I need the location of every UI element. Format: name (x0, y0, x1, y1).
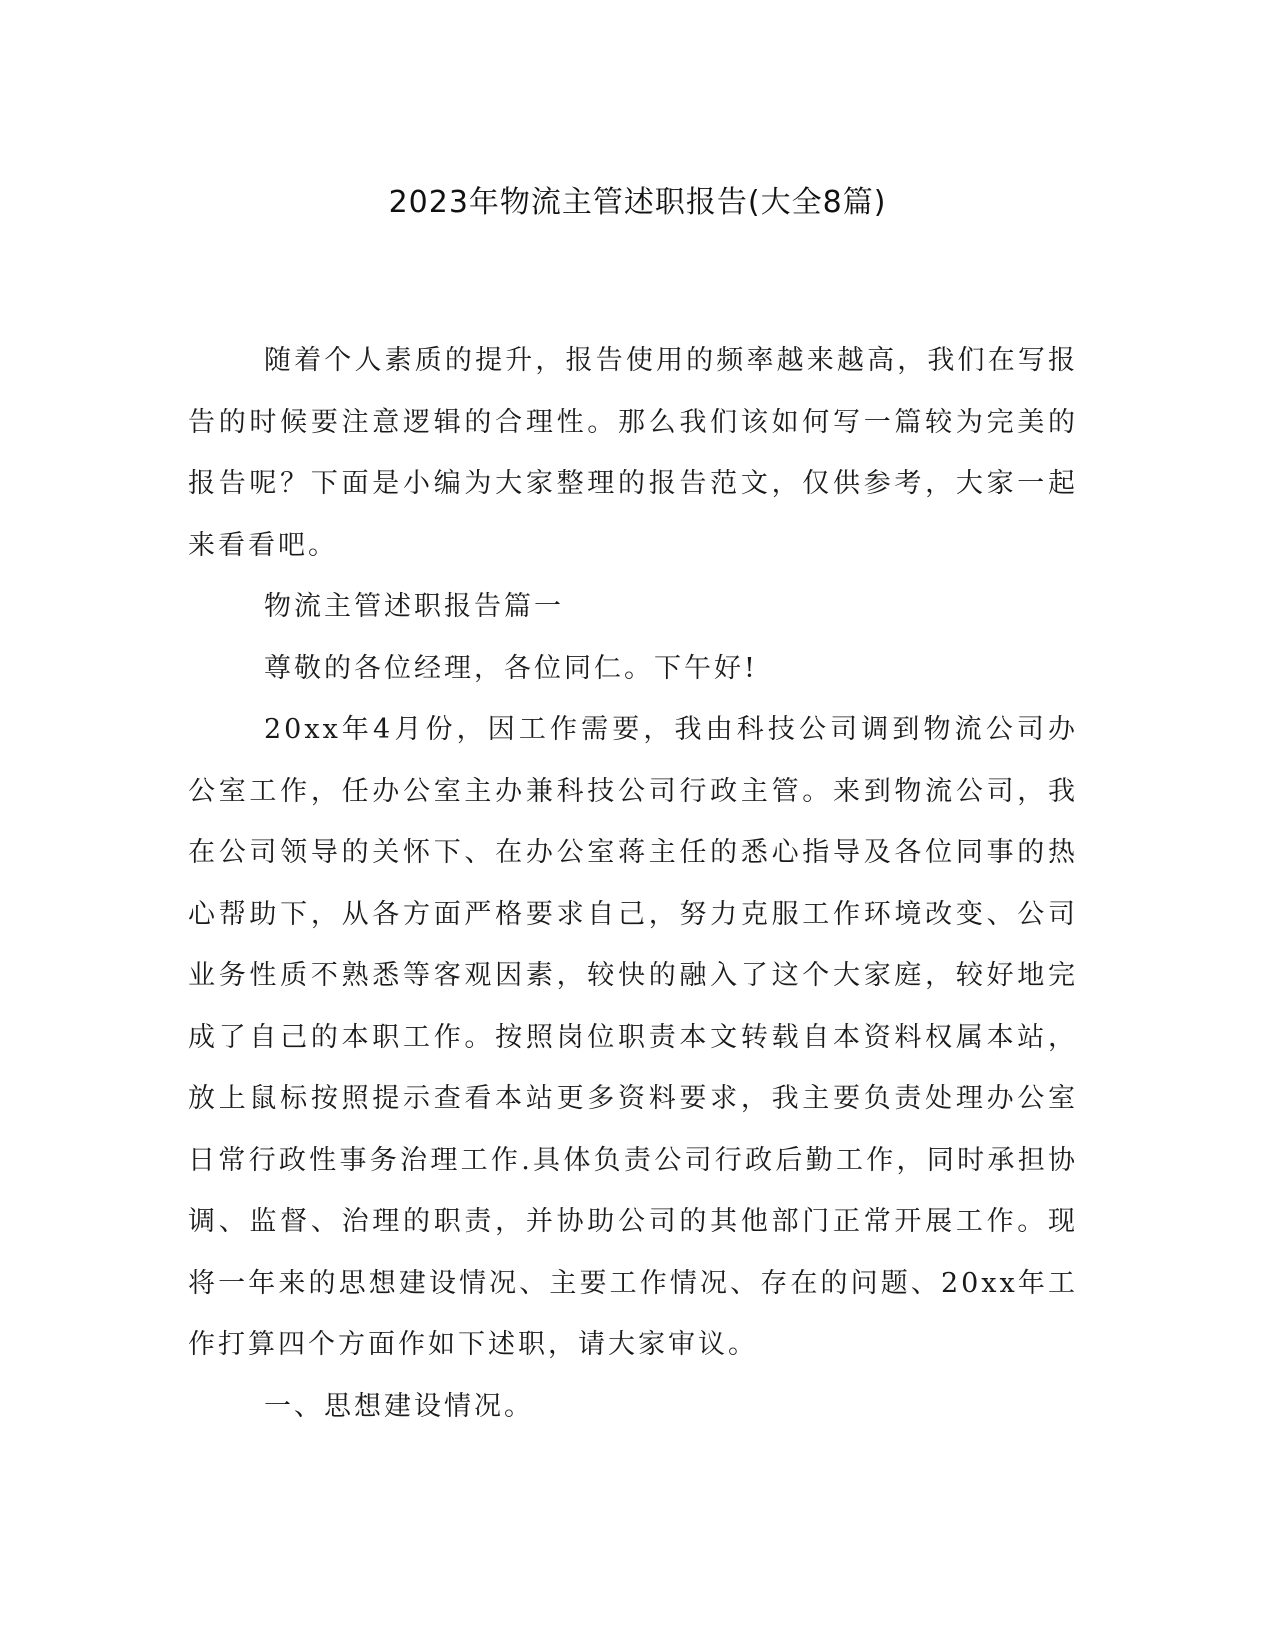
section-heading: 物流主管述职报告篇一 (264, 591, 564, 622)
intro-paragraph: 随着个人素质的提升，报告使用的频率越来越高，我们在写报告的时候要注意逻辑的合理性。那么我们该如何写一篇较为完美的报告呢？下面是小编为大家整理的报告范文，仅供参考，大家一起来看看吧。 (188, 345, 1078, 561)
greeting-paragraph: 尊敬的各位经理，各位同仁。下午好! (264, 652, 758, 684)
document-title: 2023年物流主管述职报告(大全8篇) (388, 185, 887, 220)
report-paragraph: 20xx年4月份，因工作需要，我由科技公司调到物流公司办公室工作，任办公室主办兼科技公司行政主管。来到物流公司，我在公司领导的关怀下、在办公室蒋主任的悉心指导及各位同事的热心帮助下，从各方面严格要求自己，努力克服工作环境改变、公司业务性质不熟悉等客观因素，较快的融入了这个大家庭，较好地完成了自己的本职工作。按照岗位职责本文转载自本资料权属本站，放上鼠标按照提示查看本站更多资料要求，我主要负责处理办公室日常行政性事务治理工作.具体负责公司行政后勤工作，同时承担协调、监督、治理的职责，并协助公司的其他部门正常开展工作。现将一年来的思想建设情况、主要工作情况、存在的问题、20xx年工作打算四个方面作如下述职，请大家审议。 (188, 714, 1078, 1360)
document-body (188, 330, 1078, 1437)
subsection-heading: 一、思想建设情况。 (264, 1390, 534, 1422)
